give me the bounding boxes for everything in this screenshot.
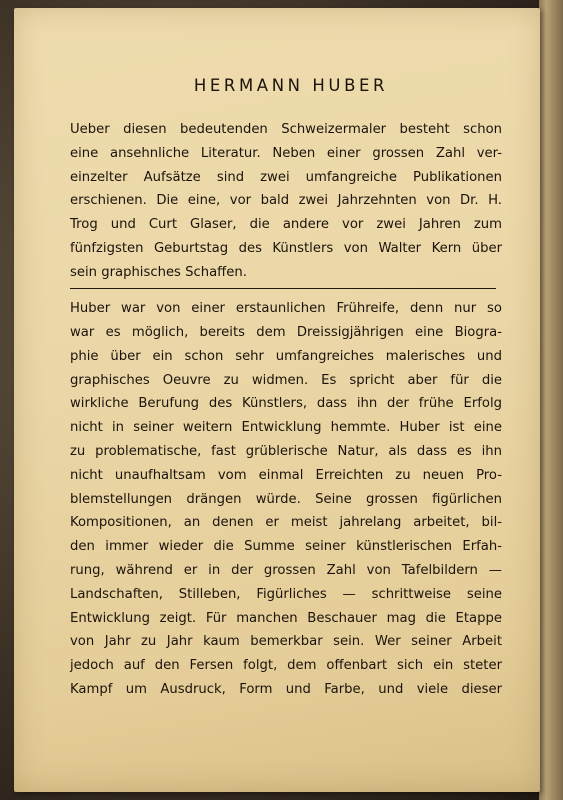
paragraph-body [70, 297, 502, 702]
page-title: HERMANN HUBER [193, 76, 389, 95]
page-content [70, 76, 502, 702]
text-line: jedoch auf den Fersen folgt, dem offenbart sich ein steter [70, 658, 502, 674]
text-line: Entwicklung zeigt. Für manchen Beschauer mag die Etappe [70, 610, 502, 626]
text-line: wirkliche Berufung des Künstlers, dass ihn der frühe Erfolg [70, 396, 502, 412]
book-page [14, 8, 540, 792]
text-line: sein graphisches Schaffen. [70, 264, 247, 280]
horizontal-rule [70, 288, 496, 290]
paragraph-intro [70, 118, 502, 285]
text-line: den immer wieder die Summe seiner künstlerischen Erfah- [70, 539, 502, 555]
text-line: nicht unaufhaltsam vom einmal Erreichten zu neuen Pro- [70, 467, 502, 483]
text-line: erschienen. Die eine, vor bald zwei Jahrzehnten von Dr. H. [70, 193, 502, 209]
text-line: zu problematische, fast grüblerische Natur, als dass es ihn [70, 443, 502, 459]
facing-page-edge [539, 0, 563, 800]
text-line: nicht in seiner weitern Entwicklung hemmte. Huber ist eine [70, 420, 502, 436]
text-line: rung, während er in der grossen Zahl von Tafelbildern — [70, 562, 502, 578]
text-line: von Jahr zu Jahr kaum bemerkbar sein. Wer seiner Arbeit [70, 634, 502, 650]
text-line: Kampf um Ausdruck, Form und Farbe, und viele dieser [70, 681, 502, 697]
text-line: Kompositionen, an denen er meist jahrelang arbeitet, bil- [70, 515, 502, 531]
text-line: eine ansehnliche Literatur. Neben einer grossen Zahl ver- [70, 145, 502, 161]
text-line: phie über ein schon sehr umfangreiches malerisches und [70, 348, 502, 364]
text-line: graphisches Oeuvre zu widmen. Es spricht aber für die [70, 372, 502, 388]
text-line: Huber war von einer erstaunlichen Frühreife, denn nur so [70, 301, 502, 317]
text-line: blemstellungen drängen würde. Seine grossen figürlichen [70, 491, 502, 507]
text-line: Trog und Curt Glaser, die andere vor zwei Jahren zum [70, 217, 502, 233]
text-line: einzelter Aufsätze sind zwei umfangreiche Publikationen [70, 169, 502, 185]
text-line: fünfzigsten Geburtstag des Künstlers von Walter Kern über [70, 240, 502, 256]
text-line: Landschaften, Stilleben, Figürliches — schrittweise seine [70, 586, 502, 602]
text-line: Ueber diesen bedeutenden Schweizermaler besteht schon [70, 122, 502, 137]
text-line: war es möglich, bereits dem Dreissigjährigen eine Biogra- [70, 324, 502, 340]
